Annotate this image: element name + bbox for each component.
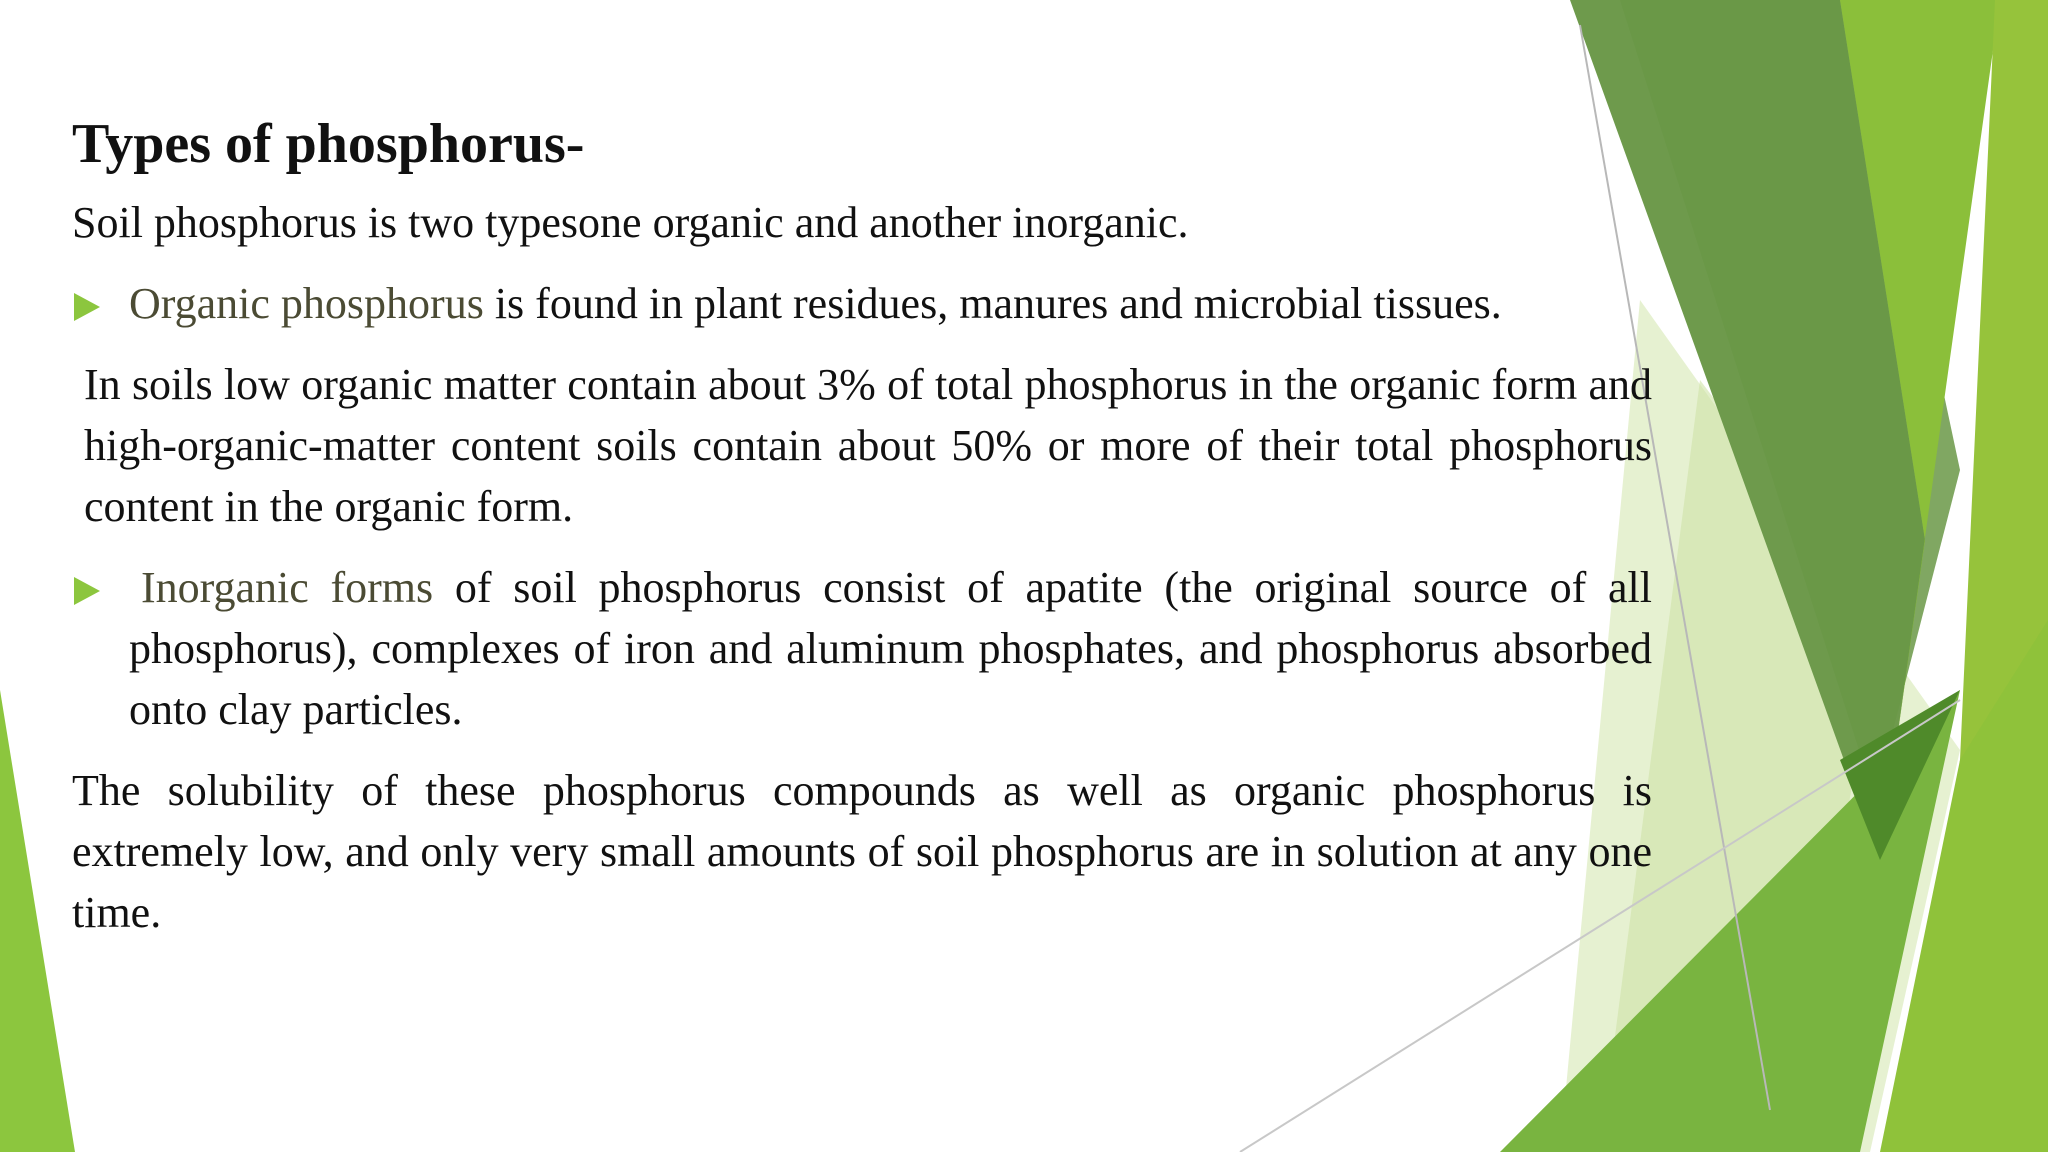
solubility-paragraph: The solubility of these phosphorus compounds as well as organic phosphorus is extremely low, and only very small amounts of soil phosphorus are in solution at any one time. [72,766,1652,937]
slide-title: Types of phosphorus- [72,113,585,175]
triangle-bullet-icon [74,293,100,321]
slide-content [72,110,1652,963]
organic-matter-paragraph: In soils low organic matter contain about 3% of total phosphorus in the organic form and high-organic-matter content soils contain about 50% or more of their total phosphorus content in the organic form. [84,360,1652,531]
bullet-inorganic [72,557,1652,740]
inorganic-forms-term: Inorganic forms [141,563,434,612]
intro-paragraph: Soil phosphorus is two typesone organic and another inorganic. [72,198,1189,247]
bullet-organic [72,273,1652,334]
organic-phosphorus-term: Organic phosphorus [129,279,484,328]
left-green-sliver [0,690,75,1152]
organic-bullet-text: is found in plant residues, manures and microbial tissues. [483,279,1502,328]
triangle-bullet-icon [74,577,100,605]
inorganic-bullet-text: of soil phosphorus consist of apatite (the original source of all phosphorus), complexes of iron and aluminum phosphates, and phosphorus absorbed onto clay particles. [129,563,1652,734]
